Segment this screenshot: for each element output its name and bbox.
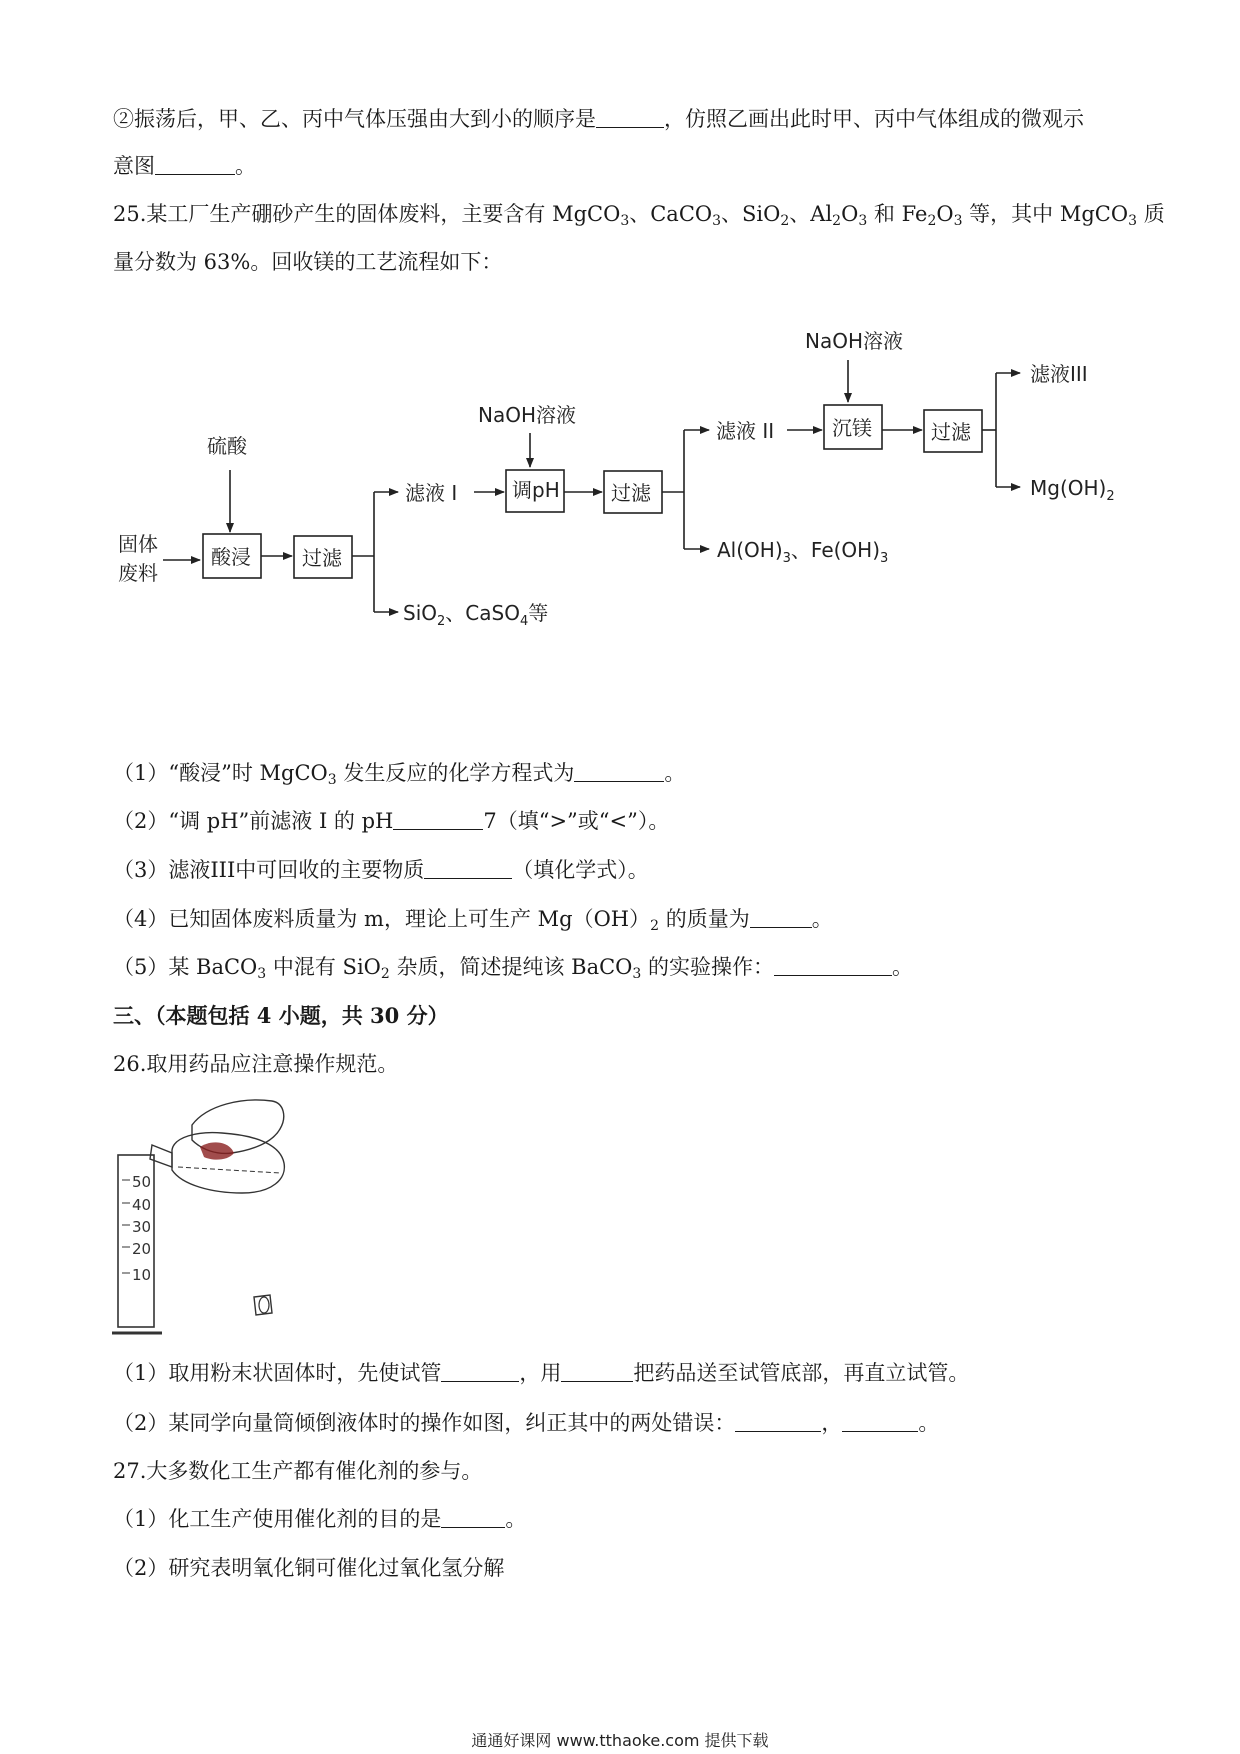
text: 的质量为 [659,907,750,931]
tick-label: 50 [132,1173,152,1191]
subscript: 3 [858,213,868,229]
text: 。 [505,1507,527,1531]
input-label-line1: 固体 [118,532,158,556]
stopper-top-icon [259,1297,269,1313]
text: 把药品送至试管底部，再直立试管。 [633,1361,970,1385]
q25-sub4 [113,904,833,941]
tick-label: 30 [132,1218,152,1236]
label-icon [200,1142,234,1159]
box-filter-3-label: 过滤 [931,420,971,444]
text: 和 Fe [867,202,928,226]
question-26 [113,1049,398,1079]
subscript: 2 [437,614,446,629]
input-label-line2: 废料 [118,561,158,585]
text: SiO [403,601,437,625]
text: 等 [528,601,549,625]
text: 质 [1137,202,1165,226]
subscript: 2 [832,213,842,229]
subscript: 3 [782,551,791,566]
reagent-sulfuric-acid: 硫酸 [207,434,247,458]
q27-sub1 [113,1504,526,1534]
text: 27.大多数化工生产都有催化剂的参与。 [113,1459,483,1483]
box-adjust-ph-label: 调pH [512,478,560,502]
text: 、Al [789,202,833,226]
text: （2）某同学向量筒倾倒液体时的操作如图，纠正其中的两处错误： [113,1411,736,1435]
text: 量分数为 63%。回收镁的工艺流程如下： [113,250,503,274]
process-flow-diagram [0,0,1240,720]
q25-sub5 [113,952,913,989]
text: （3）滤液III中可回收的主要物质 [113,858,425,882]
subscript: 2 [927,213,937,229]
liquid-line [178,1167,280,1173]
answer-blank[interactable] [424,860,512,879]
subscript: 3 [953,213,963,229]
page-footer: 通通好课网 www.tthaoke.com 提供下载 [471,1731,769,1750]
subscript: 3 [712,213,722,229]
text: 、Fe(OH) [790,538,881,562]
text: ， [821,1411,843,1435]
text: 。 [811,907,833,931]
precipitate-2 [717,538,888,566]
text: 、CaSO [445,601,520,625]
text: 、CaCO [629,202,713,226]
answer-blank[interactable] [561,1363,633,1382]
text: 7（填“>”或“<”）。 [483,809,670,833]
text: ，仿照乙画出此时甲、丙中气体组成的微观示 [664,107,1084,131]
box-filter-2-label: 过滤 [611,481,651,505]
q25-sub2 [113,806,669,836]
subscript: 4 [519,614,529,629]
text: 。 [664,761,686,785]
filtrate-3: 滤液III [1030,362,1088,386]
text: 发生反应的化学方程式为 [336,761,575,785]
text: 三、（本题包括 4 小题，共 30 分） [113,1003,449,1028]
subscript: 2 [1106,489,1115,504]
answer-blank[interactable] [574,763,664,782]
text: O [841,202,859,226]
filtrate-1: 滤液 I [405,481,458,505]
cylinder-scale [122,1173,151,1284]
box-acid-leach-label: 酸浸 [211,545,251,569]
q26-sub2 [113,1408,939,1438]
text: Al(OH) [717,538,783,562]
subscript: 3 [327,772,337,788]
answer-blank[interactable] [441,1363,519,1382]
text: ②振荡后，甲、乙、丙中气体压强由大到小的顺序是 [113,107,596,131]
tick-label: 20 [132,1240,152,1258]
text: （4）已知固体废料质量为 m，理论上可生产 Mg（OH） [113,907,651,931]
subscript: 3 [632,966,642,982]
q25-sub1 [113,758,685,795]
filtrate-2: 滤液 II [716,419,775,443]
text: O [936,202,954,226]
residue-1 [403,601,548,629]
subscript: 2 [650,918,660,934]
text: （5）某 BaCO [113,955,258,979]
answer-blank[interactable] [735,1413,821,1432]
subscript: 3 [620,213,630,229]
text: ，用 [519,1361,562,1385]
box-precipitate-magnesium-label: 沉镁 [832,416,872,440]
text: 。 [235,154,256,178]
answer-blank[interactable] [393,811,483,830]
text: 杂质，简述提纯该 BaCO [389,955,633,979]
q25-sub3 [113,855,649,885]
subscript: 2 [780,213,790,229]
subscript: 3 [257,966,267,982]
text: （1）取用粉末状固体时，先使试管 [113,1361,442,1385]
graduated-cylinder-illustration [112,1095,312,1340]
answer-blank[interactable] [842,1413,918,1432]
product-mg-oh-2 [1030,476,1115,504]
text: （2）“调 pH”前滤液 I 的 pH [113,809,394,833]
tick-label: 40 [132,1196,152,1214]
answer-blank[interactable] [441,1509,505,1528]
text: 等，其中 MgCO [962,202,1129,226]
text: 。 [918,1411,940,1435]
text: 中混有 SiO [266,955,381,979]
subscript: 3 [1128,213,1138,229]
box-filter-1-label: 过滤 [302,546,342,570]
tick-label: 10 [132,1266,152,1284]
text: 26.取用药品应注意操作规范。 [113,1052,399,1076]
text: 、SiO [721,202,781,226]
text: （2）研究表明氧化铜可催化过氧化氢分解 [113,1556,505,1580]
question-27 [113,1456,482,1486]
subscript: 2 [380,966,390,982]
answer-blank[interactable] [774,957,892,976]
text: （1）“酸浸”时 MgCO [113,761,328,785]
answer-blank[interactable] [750,909,812,928]
reagent-naoh-2: NaOH溶液 [805,329,903,353]
q27-sub2 [113,1553,504,1583]
subscript: 3 [880,551,889,566]
q26-sub1 [113,1358,969,1388]
text: （填化学式）。 [512,858,649,882]
text: 的实验操作： [641,955,774,979]
text: Mg(OH) [1030,476,1107,500]
reagent-naoh-1: NaOH溶液 [478,403,576,427]
section-3-heading [113,1001,449,1031]
text: （1）化工生产使用催化剂的目的是 [113,1507,442,1531]
text: 。 [892,955,913,979]
text: 25.某工厂生产硼砂产生的固体废料，主要含有 MgCO [113,202,621,226]
text: 意图 [113,154,155,178]
